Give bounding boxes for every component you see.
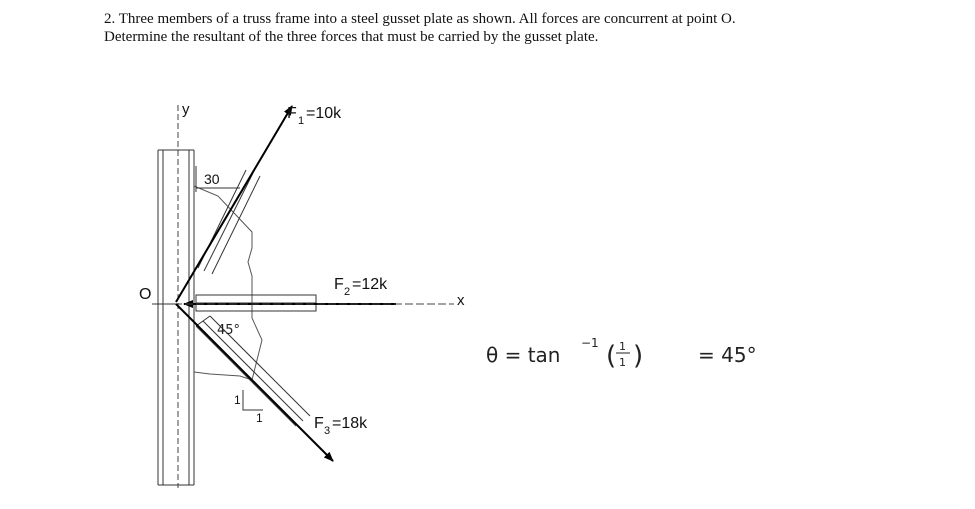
equation-rhs: = 45° <box>698 343 757 367</box>
f2-subscript: 2 <box>344 286 351 298</box>
slope-run-label: 1 <box>256 411 263 425</box>
force-f2-label <box>334 276 388 298</box>
f2-symbol: F <box>334 276 344 293</box>
equation-fraction-denominator: 1 <box>619 356 626 369</box>
force-f3-label <box>314 415 368 437</box>
x-axis-label: x <box>457 292 465 309</box>
handwritten-equation <box>486 336 757 371</box>
origin-label: O <box>139 286 152 303</box>
equation-superscript: −1 <box>581 336 599 350</box>
f2-value: =12k <box>352 276 388 293</box>
force-f1-label <box>287 105 342 127</box>
problem-line-2: Determine the resultant of the three forces that must be carried by the gusset plate. <box>104 29 599 45</box>
force-f3-arrow <box>176 304 333 461</box>
angle-45-label: 45° <box>217 323 241 338</box>
f3-subscript: 3 <box>324 425 331 437</box>
slope-rise-label: 1 <box>234 393 241 407</box>
equation-lhs: θ = tan <box>486 343 561 367</box>
force-f1-arrow <box>176 106 292 302</box>
equation-fraction-numerator: 1 <box>619 340 626 353</box>
y-axis-label: y <box>182 101 190 118</box>
problem-line-1: 2. Three members of a truss frame into a steel gusset plate as shown. All forces are concurrent at point O. <box>104 11 736 27</box>
f3-value: =18k <box>332 415 368 432</box>
angle-30-label: 30 <box>204 171 220 187</box>
f1-subscript: 1 <box>298 115 305 127</box>
slope-triangle <box>243 390 263 410</box>
equation-close-paren: ) <box>633 341 644 371</box>
f1-symbol: F <box>287 105 297 122</box>
equation-open-paren: ( <box>606 341 617 371</box>
f1-value: =10k <box>306 105 342 122</box>
f3-symbol: F <box>314 415 324 432</box>
